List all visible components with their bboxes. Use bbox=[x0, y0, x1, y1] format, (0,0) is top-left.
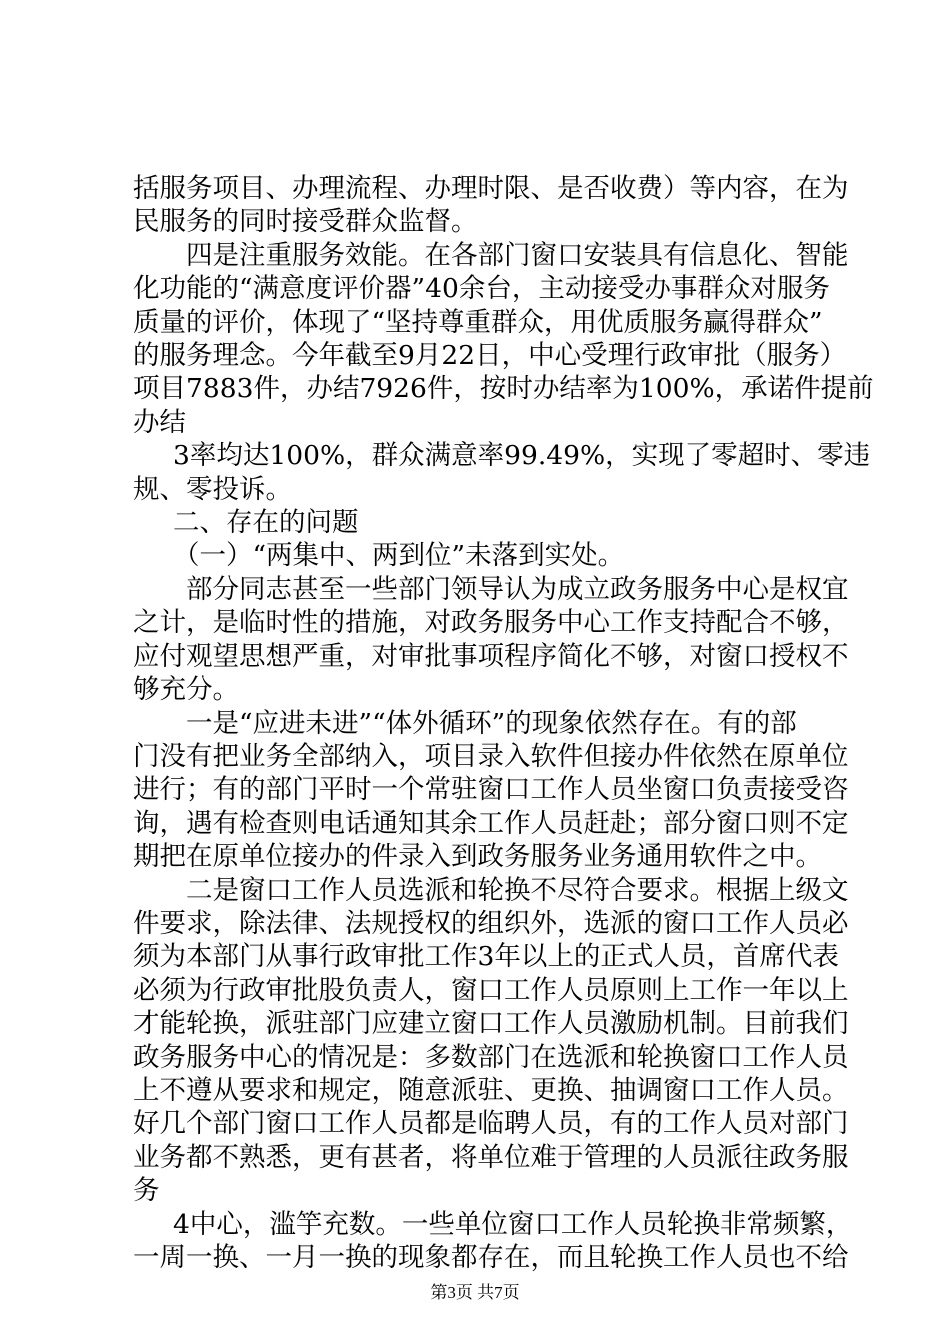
text-line: 3率均达100%，群众满意率99.49%，实现了零超时、零违 bbox=[173, 440, 871, 472]
text-line: 4中心，滥竽充数。一些单位窗口工作人员轮换非常频繁， bbox=[173, 1208, 853, 1240]
subsection-heading: （一）“两集中、两到位”未落到实处。 bbox=[173, 540, 625, 572]
document-body bbox=[133, 172, 874, 1274]
text-line: 质量的评价，体现了“坚持尊重群众，用优质服务赢得群众” bbox=[133, 306, 823, 338]
text-line: 一是“应进未进”“体外循环”的现象依然存在。有的部 bbox=[186, 707, 797, 739]
text-line: 之计，是临时性的措施，对政务服务中心工作支持配合不够， bbox=[133, 607, 849, 639]
text-line: 进行；有的部门平时一个常驻窗口工作人员坐窗口负责接受咨 bbox=[133, 774, 849, 806]
text-line: 才能轮换，派驻部门应建立窗口工作人员激励机制。目前我们 bbox=[133, 1008, 849, 1040]
page-footer: 第3页 共7页 bbox=[430, 1283, 520, 1302]
text-line: 件要求，除法律、法规授权的组织外，选派的窗口工作人员必 bbox=[133, 907, 849, 939]
text-line: 须为本部门从事行政审批工作3年以上的正式人员，首席代表 bbox=[133, 941, 839, 973]
text-line: 好几个部门窗口工作人员都是临聘人员，有的工作人员对部门 bbox=[133, 1108, 849, 1140]
text-line: 四是注重服务效能。在各部门窗口安装具有信息化、智能 bbox=[186, 239, 849, 271]
text-line: 询，遇有检查则电话通知其余工作人员赶赴；部分窗口则不定 bbox=[133, 807, 849, 839]
text-line: 规、零投诉。 bbox=[133, 473, 292, 505]
text-line: 业务都不熟悉，更有甚者，将单位难于管理的人员派往政务服 bbox=[133, 1141, 849, 1173]
text-line: 二是窗口工作人员选派和轮换不尽符合要求。根据上级文 bbox=[186, 874, 849, 906]
text-line: 括服务项目、办理流程、办理时限、是否收费）等内容，在为 bbox=[133, 173, 849, 204]
text-line: 门没有把业务全部纳入，项目录入软件但接办件依然在原单位 bbox=[133, 740, 849, 772]
text-line: 部分同志甚至一些部门领导认为成立政务服务中心是权宜 bbox=[186, 573, 849, 605]
text-line: 够充分。 bbox=[133, 674, 239, 706]
text-line: 民服务的同时接受群众监督。 bbox=[133, 206, 478, 238]
text-line: 务 bbox=[133, 1175, 160, 1207]
text-line: 期把在原单位接办的件录入到政务服务业务通用软件之中。 bbox=[133, 841, 822, 873]
text-line: 一周一换、一月一换的现象都存在，而且轮换工作人员也不给 bbox=[133, 1242, 849, 1273]
text-line: 项目7883件，办结7926件，按时办结率为100%，承诺件提前 bbox=[133, 373, 874, 405]
text-line: 上不遵从要求和规定，随意派驻、更换、抽调窗口工作人员。 bbox=[133, 1074, 849, 1106]
section-heading: 二、存在的问题 bbox=[173, 507, 359, 539]
text-line: 应付观望思想严重，对审批事项程序简化不够，对窗口授权不 bbox=[133, 640, 849, 672]
text-line: 的服务理念。今年截至9月22日，中心受理行政审批（服务） bbox=[133, 340, 847, 372]
text-line: 办结 bbox=[133, 406, 186, 438]
text-line: 政务服务中心的情况是：多数部门在选派和轮换窗口工作人员 bbox=[133, 1041, 849, 1073]
text-line: 必须为行政审批股负责人，窗口工作人员原则上工作一年以上 bbox=[133, 974, 849, 1006]
text-line: 化功能的“满意度评价器”40余台，主动接受办事群众对服务 bbox=[133, 273, 830, 305]
